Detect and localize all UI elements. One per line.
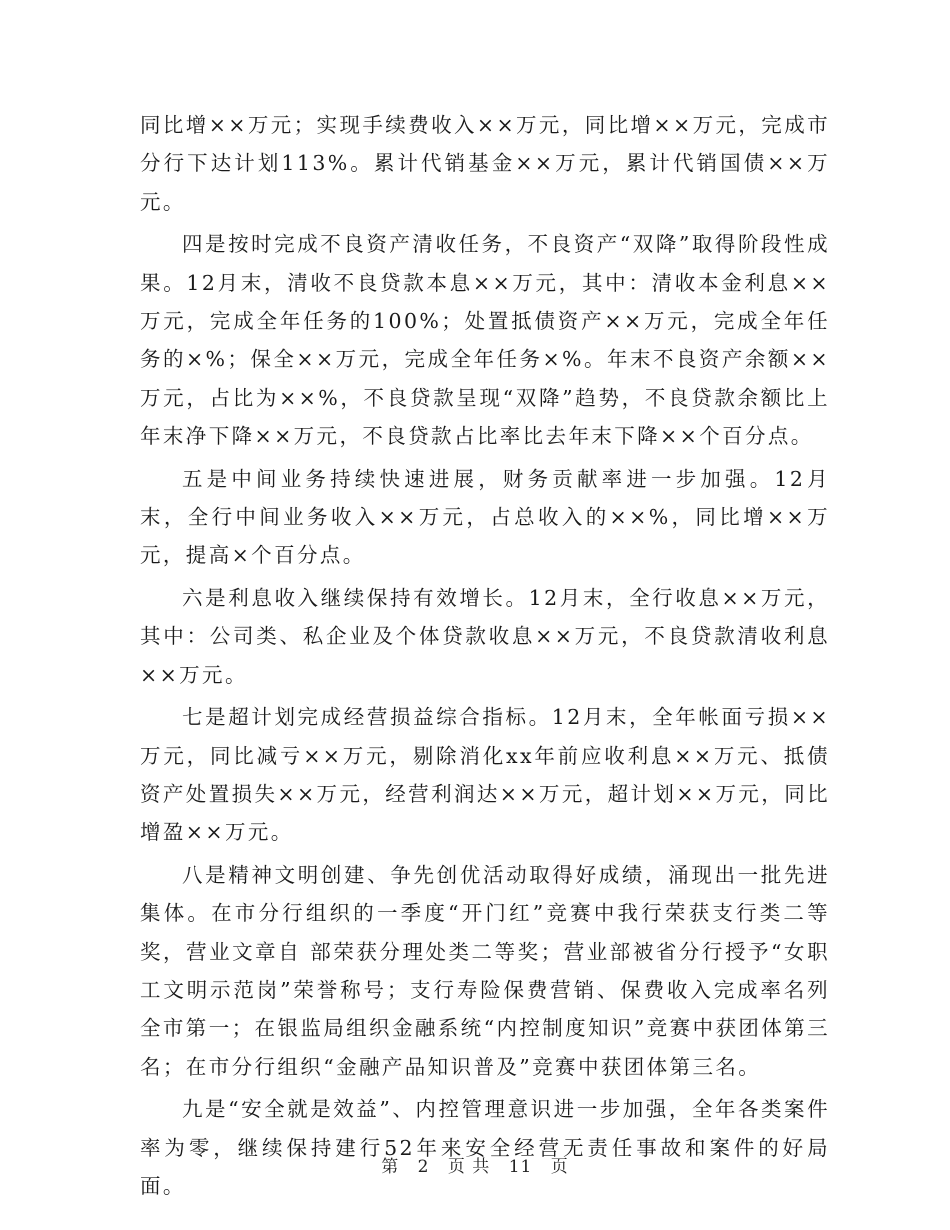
paragraph-5: 七是超计划完成经营损益综合指标。12月末，全年帐面亏损××万元，同比减亏××万元，剔除消化xx年前应收利息××万元、抵债资产处置损失××万元，经营利润达××万元，超计划××万元，同比增盈××万元。 bbox=[140, 705, 830, 845]
paragraph-1: 同比增××万元；实现手续费收入××万元，同比增××万元，完成市分行下达计划113%。累计代销基金××万元，累计代销国债××万元。 bbox=[140, 113, 830, 214]
paragraph-4: 六是利息收入继续保持有效增长。12月末，全行收息××万元，其中：公司类、私企业及个体贷款收息××万元，不良贷款清收利息××万元。 bbox=[140, 585, 830, 687]
page-footer bbox=[0, 1152, 950, 1177]
current-page-number: 2 bbox=[417, 1157, 430, 1177]
paragraph-3: 五是中间业务持续快速进展，财务贡献率进一步加强。12月末，全行中间业务收入××万元，占总收入的××%，同比增××万元，提高×个百分点。 bbox=[140, 466, 830, 568]
total-pages-number: 11 bbox=[508, 1157, 533, 1177]
paragraph-2: 四是按时完成不良资产清收任务，不良资产“双降”取得阶段性成果。12月末，清收不良贷款本息××万元，其中：清收本金利息××万元，完成全年任务的100%；处置抵债资产××万元，完成全年任务的×%；保全××万元，完成全年任务×%。年末不良资产余额××万元，占比为××%，不良贷款呈现“双降”趋势，不良贷款余额比上年末净下降××万元，不良贷款占比率比去年末下降××个百分点。 bbox=[140, 232, 830, 449]
page-label-mid: 页 共 bbox=[447, 1157, 491, 1177]
page-label-suffix: 页 bbox=[550, 1157, 569, 1177]
paragraph-6: 八是精神文明创建、争先创优活动取得好成绩，涌现出一批先进集体。在市分行组织的一季度“开门红”竞赛中我行荣获支行类二等奖，营业文章自 部荣获分理处类二等奖；营业部被省分行授予“女职工文明示范岗”荣誉称号；支行寿险保费营销、保费收入完成率名列全市第一；在银监局组织金融系统“内控制度知识”竞赛中获团体第三名；在市分行组织“金融产品知识普及”竞赛中获团体第三名。 bbox=[140, 862, 830, 1079]
document-body bbox=[140, 106, 830, 1209]
page-label-prefix: 第 bbox=[381, 1157, 400, 1177]
paragraph-7: 九是“安全就是效益”、内控管理意识进一步加强，全年各类案件率为零，继续保持建行52年来安全经营无责任事故和案件的好局面。 bbox=[140, 1097, 830, 1198]
